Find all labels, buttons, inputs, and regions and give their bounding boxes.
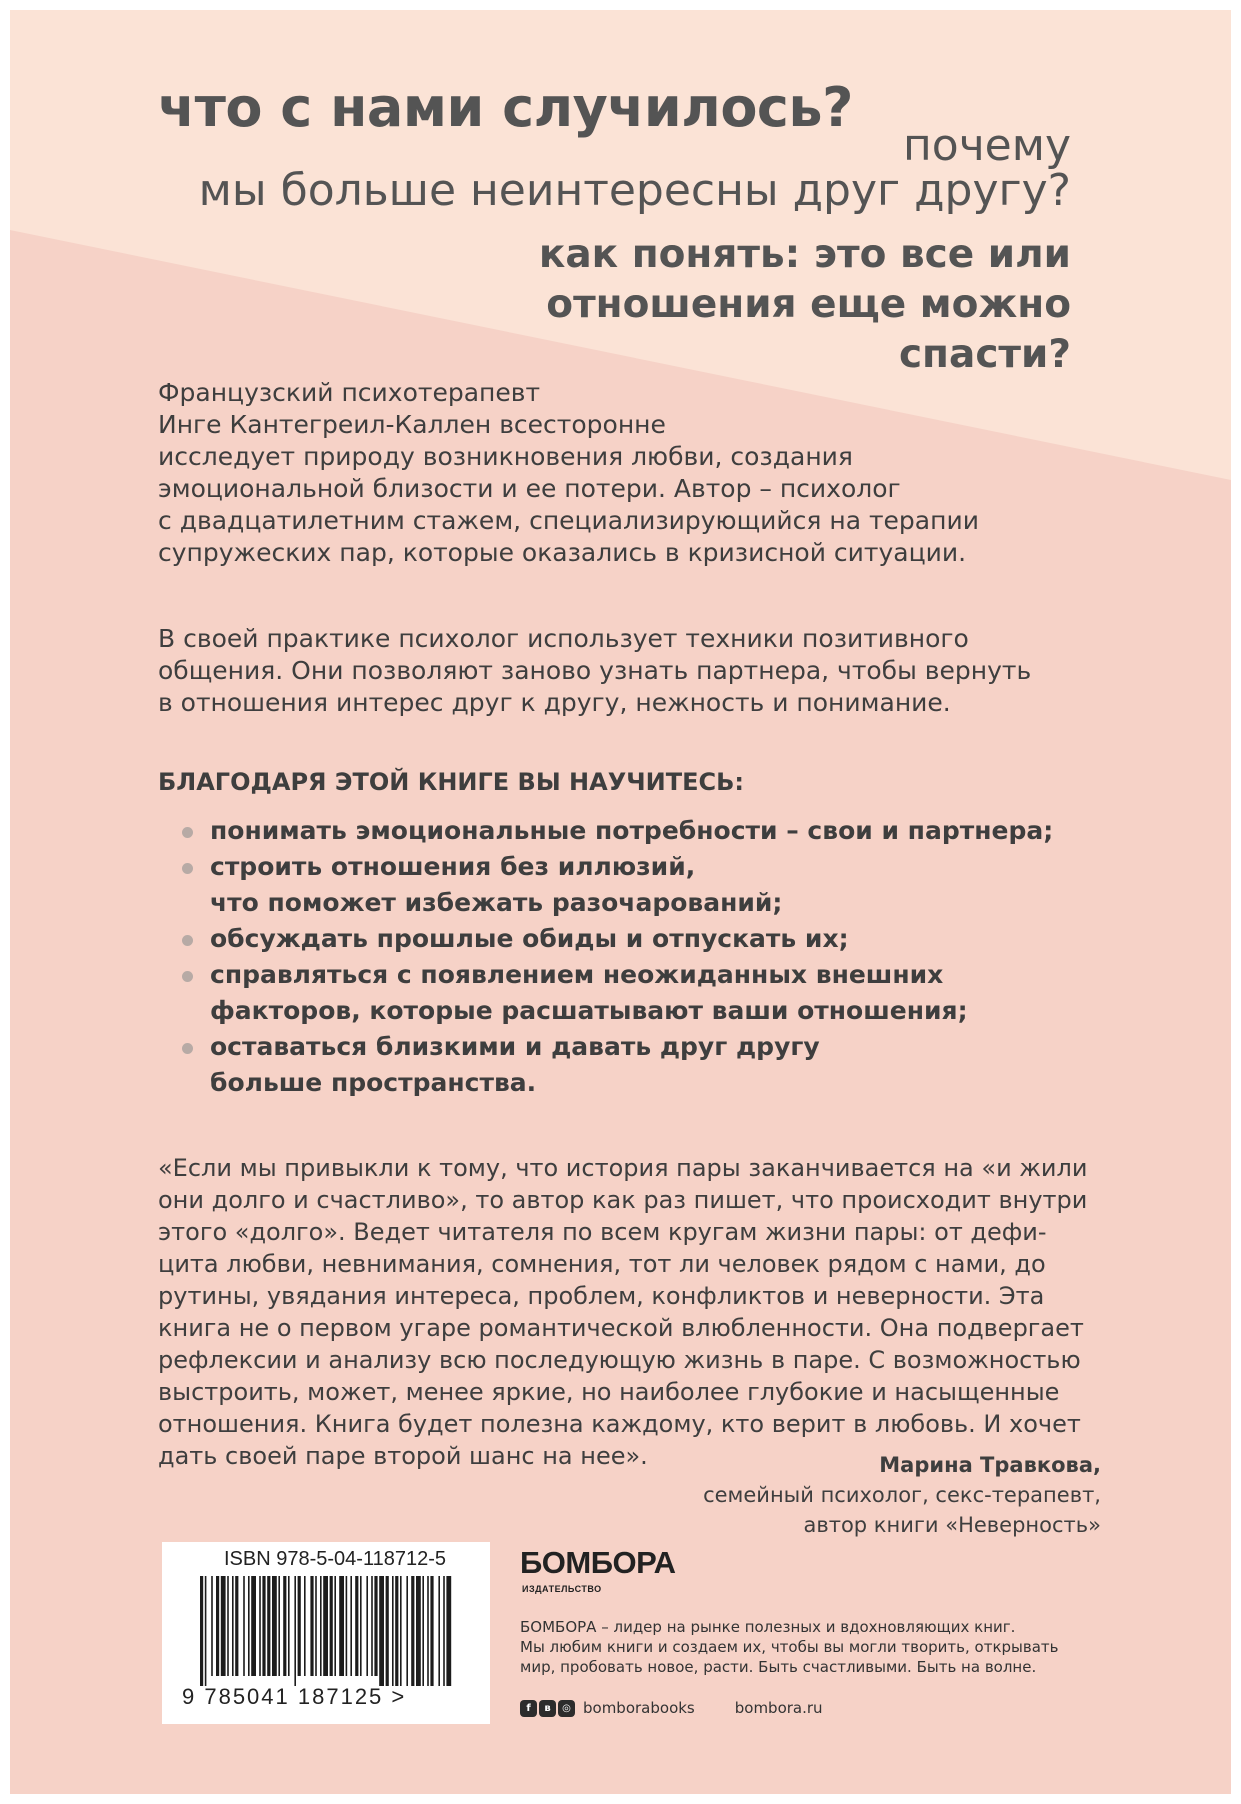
- list-item-line: оставаться близкими и давать друг другу: [210, 1032, 820, 1061]
- list-item-line: обсуждать прошлые обиды и отпускать их;: [210, 924, 849, 953]
- barcode-bar: [211, 1576, 213, 1676]
- barcode-bar: [288, 1576, 290, 1676]
- barcode-bar: [406, 1576, 408, 1686]
- text-line: с двадцатилетним стажем, специализирующийся на терапии: [158, 506, 979, 535]
- barcode-bar: [272, 1576, 277, 1676]
- barcode-bar: [416, 1576, 421, 1686]
- list-item-line: факторов, которые расшатывают ваши отношения;: [210, 996, 968, 1025]
- text-line: исследует природу возникновения любви, создания: [158, 442, 853, 471]
- barcode-bar: [278, 1576, 280, 1676]
- barcode-bar: [360, 1576, 362, 1676]
- barcode-bar: [320, 1576, 322, 1676]
- text-line: супружеских пар, которые оказались в кризисной ситуации.: [158, 538, 967, 567]
- quote-author-role: семейный психолог, секс-терапевт,: [703, 1483, 1101, 1507]
- barcode-bar: [379, 1576, 384, 1686]
- barcode-bars: [200, 1576, 452, 1686]
- instagram-icon: ◎: [558, 1700, 575, 1717]
- barcode-bar: [243, 1576, 245, 1676]
- barcode-bar: [205, 1576, 207, 1686]
- quote-attribution: [703, 1450, 1101, 1540]
- barcode-bar: [251, 1576, 256, 1676]
- barcode-bar: [310, 1576, 313, 1676]
- quote-line: «Если мы привыкли к тому, что история пары заканчивается на «и жили: [158, 1154, 1088, 1182]
- text-line: В своей практике психолог использует техники позитивного: [158, 624, 969, 653]
- headline-question-3-line: отношения еще можно: [546, 282, 1071, 327]
- barcode-bar: [350, 1576, 352, 1676]
- barcode-bar: [232, 1576, 234, 1676]
- barcode-bar: [392, 1576, 394, 1686]
- barcode-bar: [374, 1576, 377, 1676]
- barcode-bar: [386, 1576, 389, 1686]
- bullet-dot-icon: [182, 971, 193, 982]
- headline-question-2-line-1: почему: [903, 120, 1071, 171]
- quote-line: рефлексии и анализу всю последующую жизнь в паре. С возможностью: [158, 1346, 1081, 1374]
- bullet-dot-icon: [182, 1043, 193, 1054]
- quote-line: рутины, увядания интереса, проблем, конфликтов и неверности. Эта: [158, 1282, 1045, 1310]
- text-line: БОМБОРА – лидер на рынке полезных и вдохновляющих книг.: [520, 1618, 1016, 1636]
- barcode-bar: [427, 1576, 429, 1686]
- barcode-bar: [430, 1576, 433, 1686]
- intro-paragraph-1: [158, 377, 979, 569]
- barcode-bar: [411, 1576, 414, 1686]
- quote-line: книга не о первом угаре романтической влюбленности. Она подвергает: [158, 1314, 1084, 1342]
- publisher-logo: БОМБОРА: [520, 1545, 676, 1580]
- barcode-bar: [315, 1576, 317, 1676]
- quote-author-role: автор книги «Неверность»: [803, 1513, 1101, 1537]
- headline-question-1: что с нами случилось?: [158, 76, 853, 139]
- bullet-dot-icon: [182, 935, 193, 946]
- barcode-bar: [346, 1576, 348, 1676]
- back-cover: [10, 10, 1231, 1794]
- barcode-bar: [422, 1576, 424, 1686]
- barcode-bar: [330, 1576, 333, 1676]
- quote-line: выстроить, может, менее яркие, но наиболее глубокие и насыщенные: [158, 1378, 1060, 1406]
- review-quote: [158, 1152, 1087, 1472]
- text-line: Инге Кантегреил-Каллен всесторонне: [158, 410, 666, 439]
- quote-line: они долго и счастливо», то автор как раз пишет, что происходит внутри: [158, 1186, 1088, 1214]
- list-item: [210, 849, 1053, 921]
- text-line: эмоциональной близости и ее потери. Автор – психолог: [158, 474, 901, 503]
- barcode-bar: [262, 1576, 265, 1676]
- barcode-bar: [443, 1576, 445, 1686]
- barcode-bar: [446, 1576, 451, 1686]
- barcode-bar: [400, 1576, 402, 1686]
- barcode-bar: [227, 1576, 229, 1676]
- barcode-bar: [438, 1576, 440, 1686]
- isbn-barcode: [162, 1542, 490, 1724]
- text-line: мир, пробовать новое, расти. Быть счастливыми. Быть на волне.: [520, 1658, 1037, 1676]
- barcode-bar: [267, 1576, 270, 1676]
- list-item-line: что поможет избежать разочарований;: [210, 888, 783, 917]
- headline-question-2-line-2: мы больше неинтересны друг другу?: [198, 165, 1071, 216]
- barcode-bar: [259, 1576, 261, 1676]
- barcode-bar: [334, 1576, 336, 1676]
- text-line: в отношения интерес друг к другу, нежность и понимание.: [158, 688, 951, 717]
- learn-list: [210, 813, 1053, 1101]
- list-item-line: строить отношения без иллюзий,: [210, 852, 696, 881]
- intro-paragraph-2: [158, 623, 1031, 719]
- list-item: [210, 957, 1053, 1029]
- website-link: bombora.ru: [734, 1699, 823, 1717]
- list-item-line: справляться с появлением неожиданных внешних: [210, 960, 944, 989]
- headline-question-3-line: как понять: это все или: [538, 232, 1071, 277]
- isbn-digits: 9 785041 187125 >: [182, 1684, 407, 1709]
- text-line: Мы любим книги и создаем их, чтобы вы могли творить, открывать: [520, 1638, 1059, 1656]
- list-item-line: больше пространства.: [210, 1068, 537, 1097]
- bullet-dot-icon: [182, 863, 193, 874]
- barcode-bar: [339, 1576, 344, 1676]
- barcode-bar: [366, 1576, 368, 1676]
- vk-icon: в: [539, 1700, 556, 1717]
- barcode-bar: [248, 1576, 250, 1676]
- list-item: [210, 813, 1053, 849]
- barcode-bar: [235, 1576, 238, 1676]
- barcode-bar: [294, 1576, 296, 1686]
- text-line: общения. Они позволяют заново узнать партнера, чтобы вернуть: [158, 656, 1032, 685]
- publisher-logo-subtitle: ИЗДАТЕЛЬСТВО: [522, 1584, 602, 1594]
- barcode-bar: [371, 1576, 373, 1676]
- barcode-bar: [283, 1576, 286, 1676]
- barcode-bar: [355, 1576, 358, 1676]
- barcode-bar: [221, 1576, 226, 1676]
- quote-line: отношения. Книга будет полезна каждому, кто верит в любовь. И хочет: [158, 1410, 1081, 1438]
- learn-heading: БЛАГОДАРЯ ЭТОЙ КНИГЕ ВЫ НАУЧИТЕСЬ:: [158, 768, 744, 796]
- barcode-bar: [216, 1576, 219, 1676]
- isbn-label: ISBN 978-5-04-118712-5: [224, 1548, 446, 1570]
- publisher-description: [520, 1617, 1058, 1677]
- list-item: [210, 921, 1053, 957]
- barcode-bar: [395, 1576, 398, 1686]
- facebook-icon: f: [520, 1700, 537, 1717]
- publisher-social: [520, 1698, 823, 1718]
- barcode-bar: [304, 1576, 306, 1676]
- headline-question-3: [539, 230, 1071, 380]
- barcode-bar: [200, 1576, 203, 1686]
- quote-line: цита любви, невнимания, сомнения, тот ли человек рядом с нами, до: [158, 1250, 1046, 1278]
- barcode-bar: [298, 1576, 301, 1676]
- quote-line: этого «долго». Ведет читателя по всем кругам жизни пары: от дефи-: [158, 1218, 1047, 1246]
- text-line: Французский психотерапевт: [158, 378, 541, 407]
- bullet-dot-icon: [182, 827, 193, 838]
- list-item: [210, 1029, 1053, 1101]
- list-item-line: понимать эмоциональные потребности – свои и партнера;: [210, 816, 1054, 845]
- social-handle: bomborabooks: [583, 1699, 695, 1717]
- barcode-bar: [323, 1576, 328, 1676]
- quote-line: дать своей паре второй шанс на нее».: [158, 1442, 648, 1470]
- quote-author: Марина Травкова,: [879, 1453, 1101, 1477]
- headline-question-3-line: спасти?: [898, 332, 1071, 377]
